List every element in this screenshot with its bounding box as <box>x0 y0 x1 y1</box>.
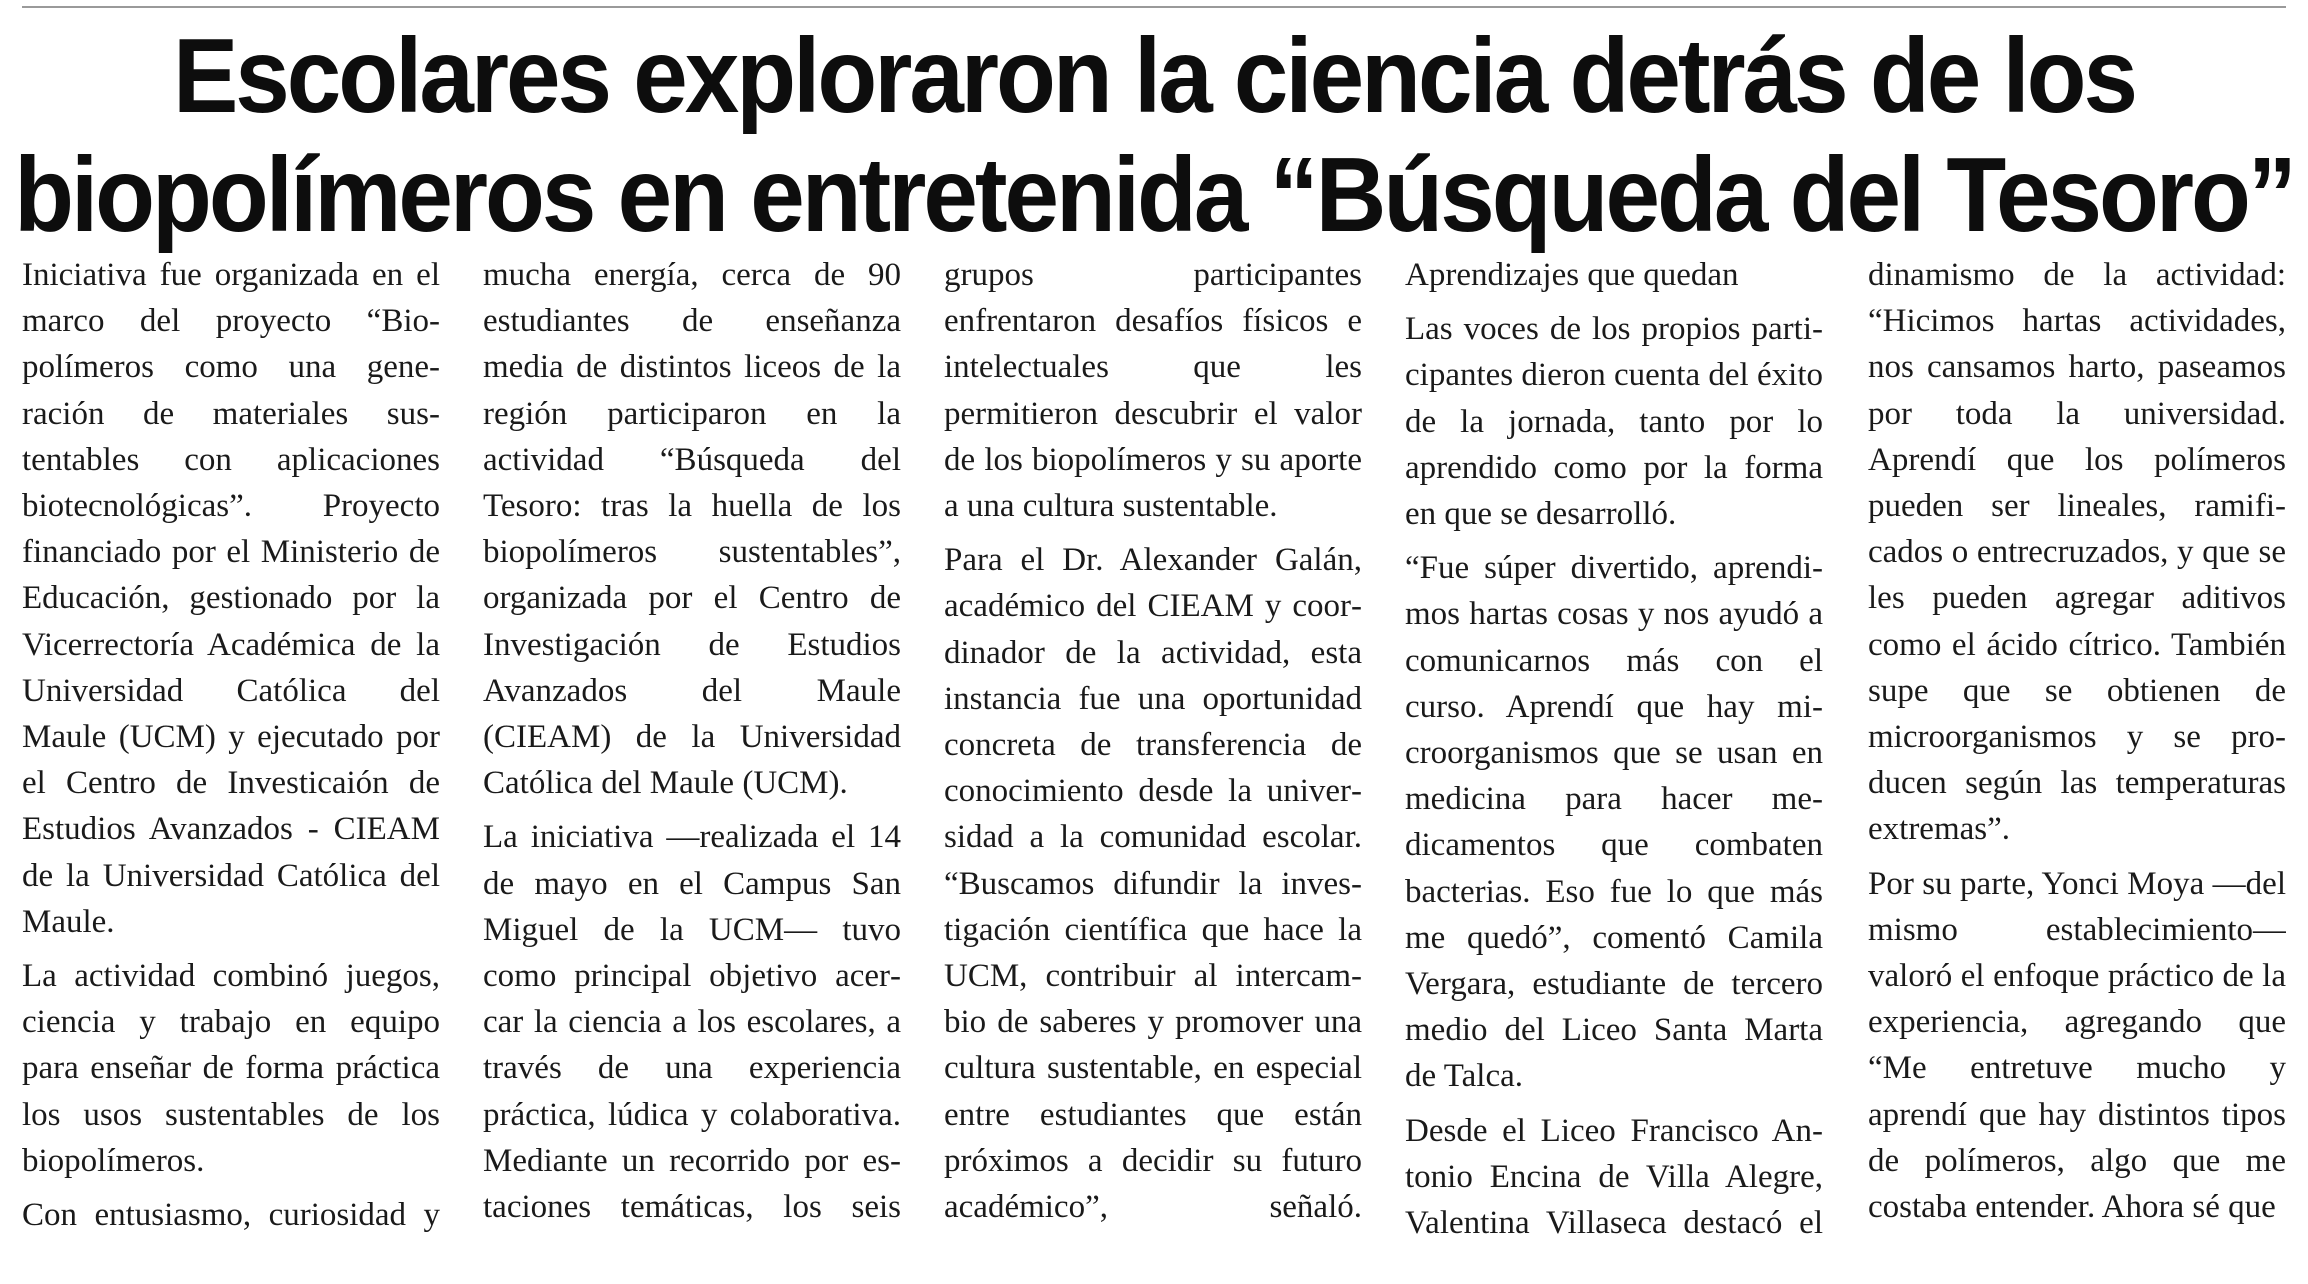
paragraph: Iniciativa fue organizada en el marco del proyecto “Biopolímeros como una generación de materiales sustentables con aplicaciones biotecnológicas”. Proyecto financiado por el Ministerio de Educación, gestionado por la Vicerrectoría Académica de la Universidad Católica del Maule (UCM) y ejecutado por el Centro de Investicaión de Estudios Avanzados - CIEAM de la Universidad Católica del Maule. <box>22 257 440 940</box>
paragraph: dinamismo de la actividad: “Hicimos hartas actividades, nos cansamos harto, paseamos por toda la universidad. Aprendí que los polímeros pueden ser lineales, ramificados o entrecruzados, y que se les pueden agregar aditivos como el ácido cítrico. También supe que se obtienen de microorganismos y se producen según las temperaturas extremas”. <box>1868 257 2286 848</box>
paragraph: mucha energía, cerca de 90 estudiantes de enseñanza media de distintos liceos de la región participaron en la actividad “Búsqueda del Tesoro: tras la huella de los biopolímeros sustentables”, organizada por el Centro de Investigación de Estudios Avanzados del Maule (CIEAM) de la Universidad Católica del Maule (UCM). <box>483 257 901 802</box>
headline-line-1: Escolares exploraron la ciencia detrás de los <box>172 16 2136 135</box>
column-2 <box>483 252 901 1282</box>
subheading: Aprendizajes que quedan <box>1405 257 1739 293</box>
headline-line-2: biopolímeros en entretenida “Búsqueda del Tesoro” <box>14 134 2294 254</box>
column-4 <box>1405 252 1823 1282</box>
column-3 <box>944 252 1362 1282</box>
column-1 <box>22 252 440 1282</box>
paragraph: Desde el Liceo Francisco Antonio Encina de Villa Alegre, Valentina Villaseca destacó el <box>1405 1112 1823 1242</box>
article-body <box>22 252 2286 1282</box>
paragraph: La iniciativa —realizada el 14 de mayo en el Campus San Miguel de la UCM— tuvo como principal objetivo acercar la ciencia a los escolares, a través de una experiencia práctica, lúdica y colaborativa. Mediante un recorrido por estaciones temáticas, los seis <box>483 819 901 1226</box>
paragraph: La actividad combinó juegos, ciencia y trabajo en equipo para enseñar de forma práctica los usos sustentables de los biopolímeros. <box>22 958 440 1179</box>
paragraph: Para el Dr. Alexander Galán, académico del CIEAM y coordinador de la actividad, esta instancia fue una oportunidad concreta de transferencia de conocimiento desde la universidad a la comunidad escolar. “Buscamos difundir la investigación científica que hace la UCM, contribuir al intercambio de saberes y promover una cultura sustentable, en especial entre estudiantes que están próximos a decidir su futuro académico”, señaló. <box>944 542 1362 1226</box>
paragraph: Por su parte, Yonci Moya —del mismo establecimiento— valoró el enfoque práctico de la experiencia, agregando que “Me entretuve mucho y aprendí que hay distintos tipos de polímeros, algo que me costaba entender. Ahora sé que <box>1868 865 2286 1226</box>
headline <box>0 16 2308 254</box>
column-5 <box>1868 252 2286 1282</box>
paragraph: Las voces de los propios participantes dieron cuenta del éxito de la jornada, tanto por lo aprendido como por la forma en que se desarrolló. <box>1405 311 1823 533</box>
paragraph: Con entusiasmo, curiosidad y <box>22 1197 440 1234</box>
paragraph: grupos participantes enfrentaron desafíos físicos e intelectuales que les permitieron descubrir el valor de los biopolímeros y su aporte a una cultura sustentable. <box>944 257 1362 525</box>
top-rule <box>22 6 2286 8</box>
paragraph: “Fue súper divertido, aprendimos hartas cosas y nos ayudó a comunicarnos más con el curso. Aprendí que hay microorganismos que se usan en medicina para hacer medicamentos que combaten bacterias. Eso fue lo que más me quedó”, comentó Camila Vergara, estudiante de tercero medio del Liceo Santa Marta de Talca. <box>1405 550 1823 1095</box>
